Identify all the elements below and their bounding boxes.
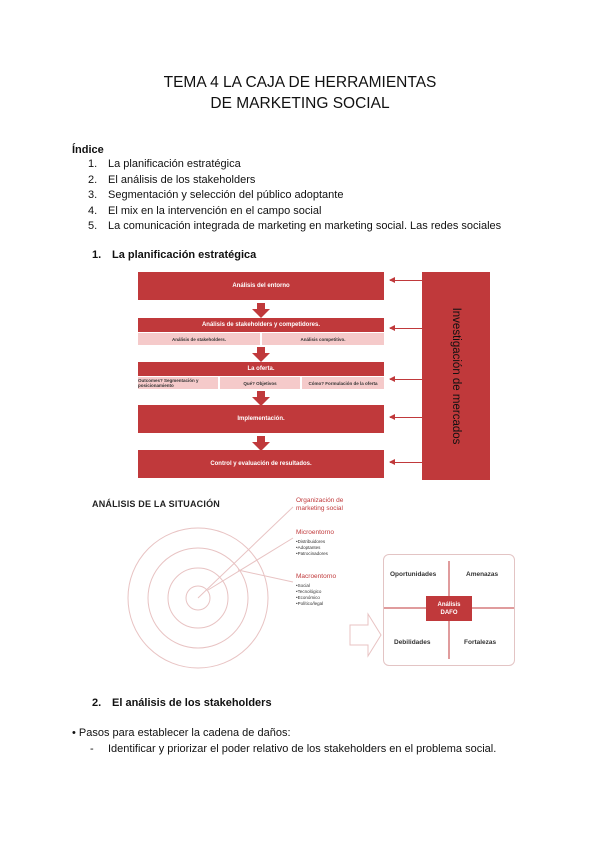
macro-item: •Tecnológico <box>296 589 322 594</box>
section-title: El análisis de los stakeholders <box>112 697 272 709</box>
section-number: 1. <box>92 249 102 261</box>
micro-item: •Patrocinadores <box>296 551 328 556</box>
macro-list <box>296 583 323 607</box>
pointer-line <box>198 507 293 598</box>
dash-item <box>90 743 496 755</box>
toc-item <box>88 188 501 204</box>
bar-stakeholder-analysis: Análisis de stakeholders y competidores. <box>138 318 384 332</box>
micro-label: Microentorno <box>296 529 334 536</box>
bar-control-evaluation: Control y evaluación de resultados. <box>138 450 384 478</box>
dafo-center-line-2: DAFO <box>440 609 458 616</box>
macro-item: •Político/legal <box>296 601 324 606</box>
left-arrow-icon <box>390 462 422 463</box>
left-arrow-icon <box>390 379 422 380</box>
title-line-1: TEMA 4 LA CAJA DE HERRAMIENTAS <box>163 74 437 91</box>
index-heading: Índice <box>72 144 104 156</box>
toc-number: 1. <box>88 158 98 170</box>
macro-label: Macroentorno <box>296 573 337 580</box>
down-arrow-icon <box>252 353 270 362</box>
bar-implementation: Implementación. <box>138 405 384 433</box>
bullet-text: • Pasos para establecer la cadena de daños: <box>72 727 291 739</box>
dafo-center <box>426 596 472 621</box>
dash-text: Identificar y priorizar el poder relativo de los stakeholders en el problema social. <box>108 743 497 755</box>
left-arrow-icon <box>390 417 422 418</box>
dafo-weaknesses: Debilidades <box>394 639 431 646</box>
section-2-heading <box>92 697 272 709</box>
toc-text: El mix en la intervención en el campo social <box>108 204 322 217</box>
toc-text: Segmentación y selección del público adoptante <box>108 189 344 201</box>
toc-text: La planificación estratégica <box>108 158 241 170</box>
sub-competitive: Análisis competitivo. <box>262 333 384 345</box>
dash-mark: - <box>90 743 94 755</box>
micro-list <box>296 539 328 557</box>
bar-environment-analysis: Análisis del entorno <box>138 272 384 300</box>
planning-diagram <box>138 272 490 480</box>
left-arrow-icon <box>390 328 422 329</box>
right-arrow-icon <box>350 614 381 656</box>
section-number: 2. <box>92 697 102 709</box>
dafo-threats: Amenazas <box>466 571 499 578</box>
sub-stakeholders: Análisis de stakeholders. <box>138 333 260 345</box>
left-arrow-icon <box>390 280 422 281</box>
section-1-heading <box>92 249 256 261</box>
dafo-box <box>383 554 515 666</box>
title-line-2: DE MARKETING SOCIAL <box>210 95 390 112</box>
toc-number: 3. <box>88 189 98 201</box>
page-title <box>0 72 600 114</box>
sub-outcomes: Outcomes? Segmentación y posicionamiento <box>138 377 218 389</box>
macro-item: •Económico <box>296 595 320 600</box>
sub-objectives: Qué? Objetivos <box>220 377 300 389</box>
section-title: La planificación estratégica <box>112 249 257 261</box>
dafo-opportunities: Oportunidades <box>390 571 437 578</box>
toc-text: La comunicación integrada de marketing en marketing social. Las redes sociales <box>108 220 502 232</box>
down-arrow-icon <box>252 309 270 318</box>
toc-item <box>88 157 501 173</box>
situation-title: ANÁLISIS DE LA SITUACIÓN <box>92 499 220 509</box>
toc-item <box>88 219 501 235</box>
dafo-center-line-1: Análisis <box>437 601 461 608</box>
dafo-strengths: Fortalezas <box>464 639 497 646</box>
table-of-contents <box>88 157 501 235</box>
toc-number: 4. <box>88 204 98 217</box>
bar-offer: La oferta. <box>138 362 384 376</box>
macro-item: •Social <box>296 583 310 588</box>
toc-text: El análisis de los stakeholders <box>108 173 256 186</box>
sub-offer-formulation: Cómo? Formulación de la oferta <box>302 377 384 389</box>
micro-item: •Distribuidores <box>296 539 326 544</box>
situation-diagram <box>88 490 518 670</box>
toc-item <box>88 204 501 220</box>
org-label: Organización de marketing social <box>296 497 344 512</box>
market-research-label: Investigación de mercados <box>450 307 462 445</box>
micro-item: •Adoptantes <box>296 545 321 550</box>
toc-item <box>88 173 501 189</box>
toc-number: 2. <box>88 173 98 186</box>
toc-number: 5. <box>88 220 98 232</box>
pointer-line <box>208 538 293 590</box>
